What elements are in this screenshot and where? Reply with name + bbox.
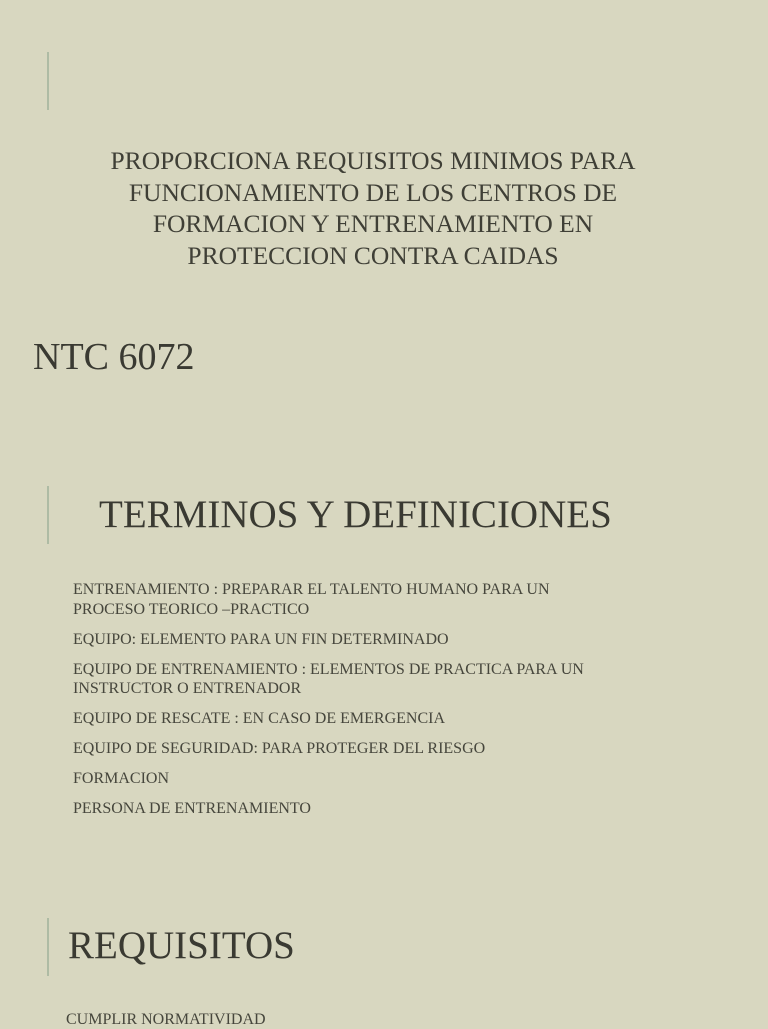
requirement-item: CUMPLIR NORMATIVIDAD [66, 1011, 266, 1028]
term-item-equipo-seguridad: EQUIPO DE SEGURIDAD: PARA PROTEGER DEL RIESGO [73, 740, 486, 757]
norm-code-title: NTC 6072 [33, 336, 195, 378]
accent-divider [47, 486, 49, 544]
accent-divider [47, 918, 49, 976]
term-item-formacion: FORMACION [73, 770, 170, 787]
term-item-entrenamiento: ENTRENAMIENTO : PREPARAR EL TALENTO HUMANO PARA UN PROCESO TEORICO –PRACTICO [73, 581, 550, 618]
accent-divider [47, 52, 49, 110]
requirements-section-title: REQUISITOS [68, 924, 295, 967]
terms-section-title: TERMINOS Y DEFINICIONES [99, 493, 612, 536]
term-item-equipo: EQUIPO: ELEMENTO PARA UN FIN DETERMINADO [73, 630, 449, 648]
term-item-persona-entrenamiento: PERSONA DE ENTRENAMIENTO [73, 800, 311, 817]
term-item-equipo-rescate: EQUIPO DE RESCATE : EN CASO DE EMERGENCIA [73, 710, 445, 727]
term-item-equipo-entrenamiento: EQUIPO DE ENTRENAMIENTO : ELEMENTOS DE PRACTICA PARA UN INSTRUCTOR O ENTRENADOR [73, 660, 584, 697]
slide-subtitle: PROPORCIONA REQUISITOS MINIMOS PARA FUNCIONAMIENTO DE LOS CENTROS DE FORMACION Y ENTRENAMIENTO EN PROTECCION CONTRA CAIDAS [110, 146, 636, 270]
terms-list [73, 580, 673, 829]
